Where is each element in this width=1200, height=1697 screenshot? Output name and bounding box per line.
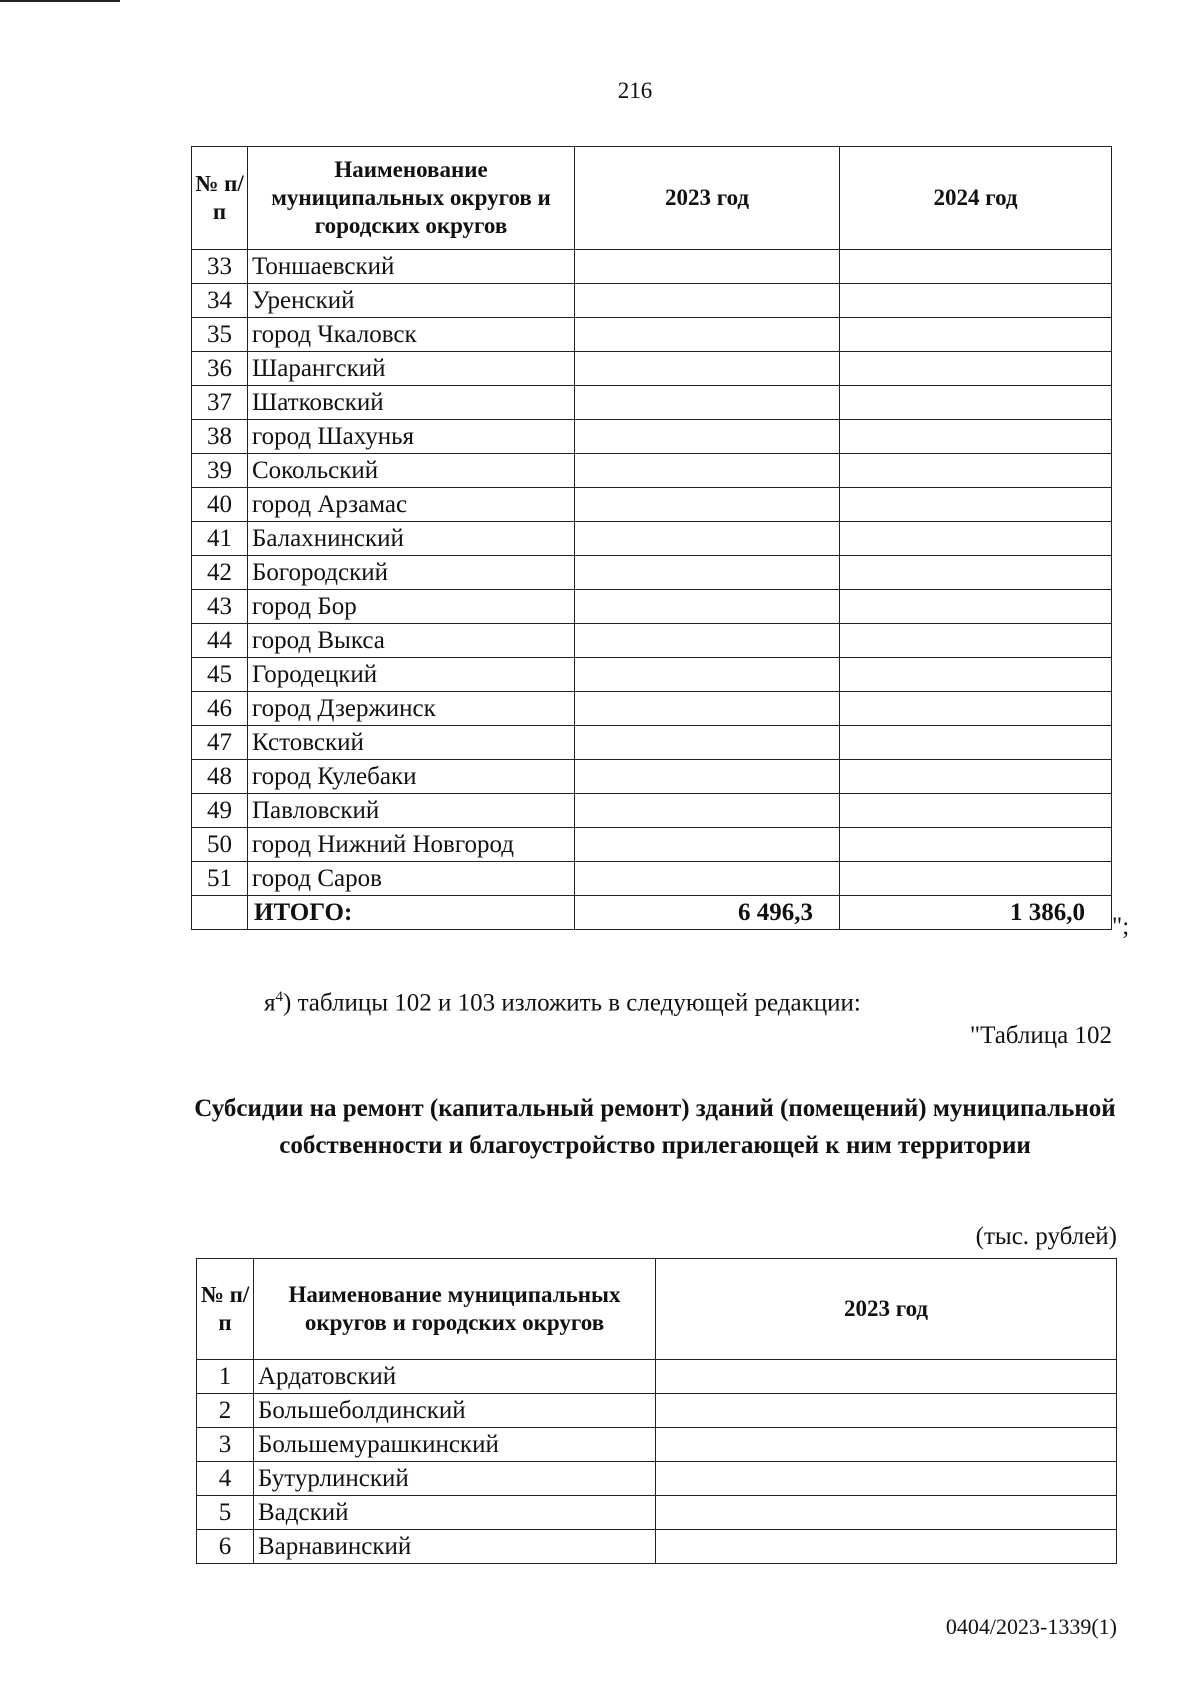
value-2024 [840, 590, 1112, 624]
table-row [192, 522, 1112, 556]
value-2024 [840, 794, 1112, 828]
table-row [192, 692, 1112, 726]
row-number: 45 [192, 658, 248, 692]
header-name: Наименование муниципальных округов и городских округов [254, 1259, 656, 1360]
row-number: 39 [192, 454, 248, 488]
instruction-text [264, 989, 861, 1017]
value-2023 [575, 420, 840, 454]
row-number: 3 [197, 1428, 254, 1462]
table-row [192, 488, 1112, 522]
value-2024 [840, 556, 1112, 590]
subsidies-table [196, 1258, 1117, 1564]
value-2023 [575, 624, 840, 658]
row-number: 33 [192, 250, 248, 284]
document-code: 0404/2023-1339(1) [945, 1614, 1117, 1639]
header-2023: 2023 год [656, 1259, 1117, 1360]
header-number: № п/п [192, 147, 248, 250]
district-name: город Шахунья [248, 420, 575, 454]
districts-table-continued [191, 146, 1112, 930]
header-name: Наименование муниципальных округов и городских округов [248, 147, 575, 250]
table-row [197, 1428, 1117, 1462]
row-number: 48 [192, 760, 248, 794]
total-2024: 1 386,0 [840, 896, 1112, 930]
value-2024 [840, 726, 1112, 760]
table-header-row [197, 1259, 1117, 1360]
value-2023 [575, 522, 840, 556]
district-name: Богородский [248, 556, 575, 590]
table-row [197, 1462, 1117, 1496]
value-2023 [575, 318, 840, 352]
district-name: город Саров [248, 862, 575, 896]
value-2024 [840, 658, 1112, 692]
row-number: 42 [192, 556, 248, 590]
total-label: ИТОГО: [248, 896, 575, 930]
district-name: город Кулебаки [248, 760, 575, 794]
table-row [192, 828, 1112, 862]
instruction-superscript: 4 [275, 989, 283, 1005]
table-row [192, 862, 1112, 896]
row-number: 47 [192, 726, 248, 760]
header-2023: 2023 год [575, 147, 840, 250]
value-2023 [575, 352, 840, 386]
table-heading: Субсидии на ремонт (капитальный ремонт) зданий (помещений) муниципальной собственности и благоустройство прилегающей к ним территории [194, 1095, 1116, 1159]
value-2023 [575, 794, 840, 828]
district-name: город Выкса [248, 624, 575, 658]
row-number: 6 [197, 1530, 254, 1564]
page-number: 216 [617, 78, 653, 103]
table-row [192, 760, 1112, 794]
row-number: 37 [192, 386, 248, 420]
table-row [197, 1394, 1117, 1428]
value-2023 [656, 1496, 1117, 1530]
value-2023 [575, 556, 840, 590]
table-label: "Таблица 102 [969, 1022, 1112, 1049]
district-name: Городецкий [248, 658, 575, 692]
table-row [192, 284, 1112, 318]
value-2023 [656, 1530, 1117, 1564]
value-2024 [840, 488, 1112, 522]
value-2024 [840, 624, 1112, 658]
value-2024 [840, 454, 1112, 488]
row-number: 44 [192, 624, 248, 658]
value-2024 [840, 862, 1112, 896]
value-2023 [575, 726, 840, 760]
row-number: 50 [192, 828, 248, 862]
value-2023 [575, 692, 840, 726]
value-2024 [840, 522, 1112, 556]
table-row [192, 556, 1112, 590]
value-2024 [840, 760, 1112, 794]
header-number: № п/п [197, 1259, 254, 1360]
district-name: город Чкаловск [248, 318, 575, 352]
row-number: 5 [197, 1496, 254, 1530]
instruction-prefix: я [264, 989, 276, 1017]
district-name: Сокольский [248, 454, 575, 488]
district-name: Большеболдинский [254, 1394, 656, 1428]
table-row [192, 420, 1112, 454]
value-2023 [575, 488, 840, 522]
district-name: Балахнинский [248, 522, 575, 556]
district-name: Павловский [248, 794, 575, 828]
value-2023 [656, 1462, 1117, 1496]
value-2023 [575, 590, 840, 624]
value-2024 [840, 386, 1112, 420]
table-header-row [192, 147, 1112, 250]
district-name: Кстовский [248, 726, 575, 760]
district-name: Тоншаевский [248, 250, 575, 284]
row-number: 46 [192, 692, 248, 726]
value-2023 [575, 454, 840, 488]
value-2023 [575, 862, 840, 896]
district-name: город Бор [248, 590, 575, 624]
value-2024 [840, 828, 1112, 862]
table-row [192, 590, 1112, 624]
district-name: Шатковский [248, 386, 575, 420]
total-number-cell [192, 896, 248, 930]
row-number: 2 [197, 1394, 254, 1428]
value-2023 [656, 1394, 1117, 1428]
row-number: 38 [192, 420, 248, 454]
table-row [192, 386, 1112, 420]
table-row [197, 1496, 1117, 1530]
value-2023 [575, 284, 840, 318]
row-number: 40 [192, 488, 248, 522]
total-2023: 6 496,3 [575, 896, 840, 930]
value-2023 [575, 386, 840, 420]
district-name: город Дзержинск [248, 692, 575, 726]
row-number: 4 [197, 1462, 254, 1496]
value-2023 [575, 760, 840, 794]
value-2023 [575, 828, 840, 862]
district-name: город Нижний Новгород [248, 828, 575, 862]
table-row [192, 352, 1112, 386]
table-row [192, 454, 1112, 488]
row-number: 51 [192, 862, 248, 896]
value-2023 [656, 1360, 1117, 1394]
row-number: 41 [192, 522, 248, 556]
closing-quote: "; [1112, 913, 1130, 940]
row-number: 49 [192, 794, 248, 828]
value-2023 [575, 250, 840, 284]
row-number: 35 [192, 318, 248, 352]
district-name: Большемурашкинский [254, 1428, 656, 1462]
table-row [197, 1530, 1117, 1564]
value-2023 [656, 1428, 1117, 1462]
value-2024 [840, 284, 1112, 318]
units-label: (тыс. рублей) [975, 1223, 1117, 1250]
district-name: Варнавинский [254, 1530, 656, 1564]
row-number: 43 [192, 590, 248, 624]
value-2024 [840, 420, 1112, 454]
table-row [192, 318, 1112, 352]
total-row [192, 896, 1112, 930]
table-row [192, 658, 1112, 692]
district-name: Вадский [254, 1496, 656, 1530]
row-number: 1 [197, 1360, 254, 1394]
value-2024 [840, 352, 1112, 386]
row-number: 34 [192, 284, 248, 318]
row-number: 36 [192, 352, 248, 386]
table-row [192, 726, 1112, 760]
value-2024 [840, 692, 1112, 726]
table-row [192, 794, 1112, 828]
district-name: город Арзамас [248, 488, 575, 522]
value-2024 [840, 250, 1112, 284]
district-name: Ардатовский [254, 1360, 656, 1394]
header-2024: 2024 год [840, 147, 1112, 250]
instruction-body: ) таблицы 102 и 103 изложить в следующей редакции: [283, 989, 861, 1017]
value-2023 [575, 658, 840, 692]
table-row [192, 624, 1112, 658]
district-name: Бутурлинский [254, 1462, 656, 1496]
corner-mark [0, 0, 120, 2]
district-name: Уренский [248, 284, 575, 318]
value-2024 [840, 318, 1112, 352]
table-row [197, 1360, 1117, 1394]
table-row [192, 250, 1112, 284]
district-name: Шарангский [248, 352, 575, 386]
